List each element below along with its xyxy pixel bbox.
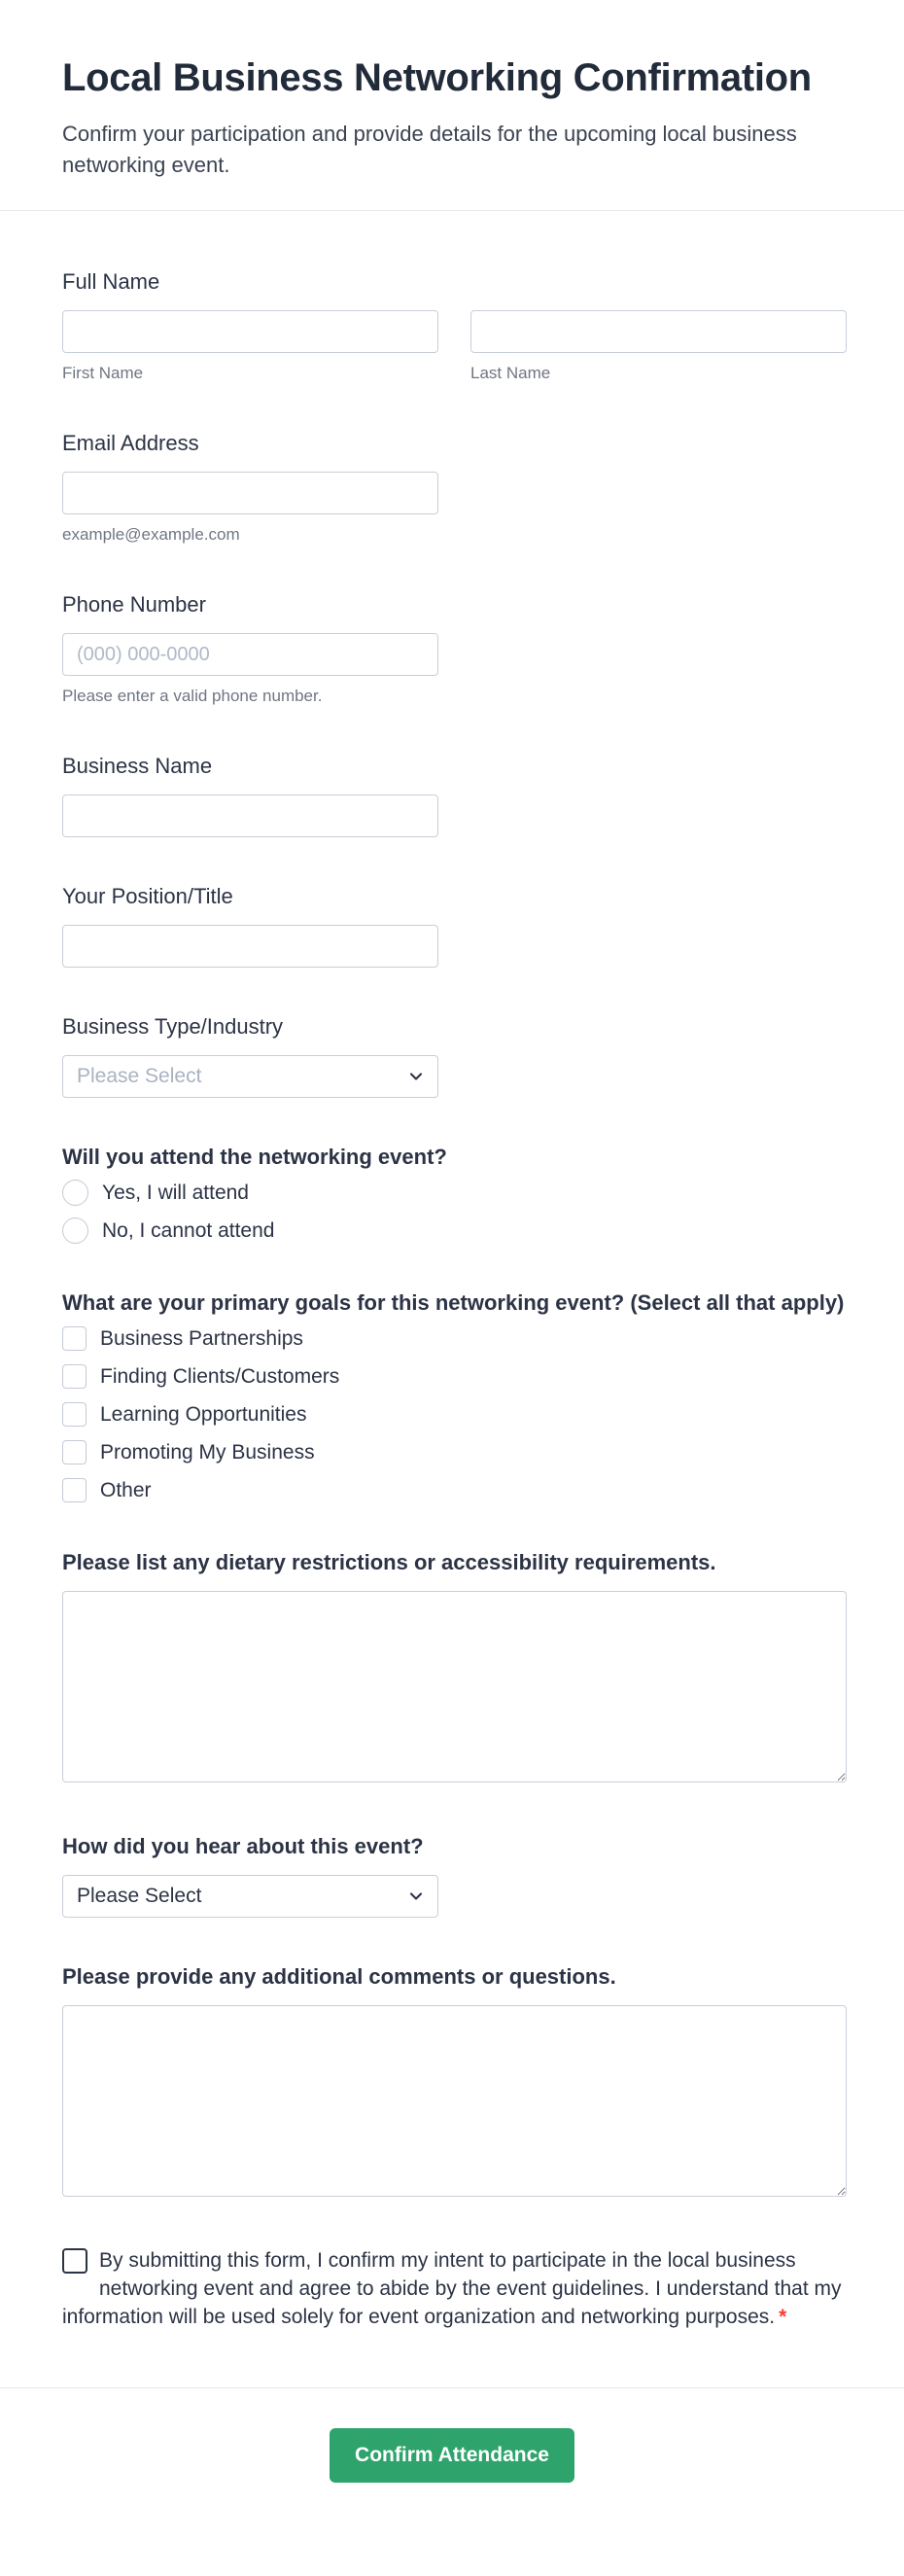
business-type-select-value: Please Select [77,1065,202,1087]
question-phone [62,590,847,707]
question-email [62,429,847,546]
first-name-input[interactable] [62,310,438,353]
form-subtitle: Confirm your participation and provide details for the upcoming local business networking event. [62,122,797,177]
question-goals [62,1288,847,1503]
attendance-label: Will you attend the networking event? [62,1145,447,1169]
question-full-name [62,267,847,384]
checkbox-option-promoting-business[interactable] [62,1439,847,1465]
checkbox-option-finding-clients[interactable] [62,1363,847,1390]
email-label: Email Address [62,431,199,455]
question-dietary [62,1548,847,1787]
phone-input[interactable] [62,633,438,676]
dietary-textarea[interactable] [62,1591,847,1782]
radio-option-label: No, I cannot attend [102,1219,275,1242]
business-type-select[interactable] [62,1055,438,1098]
checkbox-icon[interactable] [62,1364,87,1389]
last-name-sublabel: Last Name [470,364,551,382]
question-attendance [62,1143,847,1244]
question-comments [62,1962,847,2202]
chevron-down-icon [406,1067,426,1086]
checkbox-option-label: Learning Opportunities [100,1403,307,1426]
radio-icon[interactable] [62,1180,88,1206]
full-name-label: Full Name [62,269,160,294]
checkbox-option-label: Promoting My Business [100,1441,315,1464]
comments-textarea[interactable] [62,2005,847,2197]
hear-about-select-value: Please Select [77,1885,202,1907]
business-type-label: Business Type/Industry [62,1014,284,1039]
question-hear-about [62,1832,847,1918]
business-name-label: Business Name [62,754,213,778]
goals-label: What are your primary goals for this networking event? (Select all that apply) [62,1290,845,1315]
checkbox-icon[interactable] [62,1478,87,1502]
first-name-sublabel: First Name [62,364,144,382]
position-label: Your Position/Title [62,884,233,908]
chevron-down-icon [406,1887,426,1906]
confirm-attendance-button[interactable]: Confirm Attendance [330,2428,574,2483]
checkbox-option-label: Business Partnerships [100,1327,303,1350]
hear-about-select[interactable] [62,1875,438,1918]
question-business-type [62,1012,847,1098]
form-title: Local Business Networking Confirmation [62,56,812,99]
consent-checkbox[interactable] [62,2248,87,2274]
email-sublabel: example@example.com [62,525,240,544]
radio-option-attend-yes[interactable] [62,1180,847,1206]
last-name-input[interactable] [470,310,847,353]
checkbox-icon[interactable] [62,1440,87,1464]
form-footer [0,2388,904,2528]
checkbox-option-label: Other [100,1479,152,1501]
checkbox-icon[interactable] [62,1402,87,1427]
question-position [62,882,847,968]
checkbox-icon[interactable] [62,1326,87,1351]
checkbox-option-label: Finding Clients/Customers [100,1365,340,1388]
phone-sublabel: Please enter a valid phone number. [62,687,323,705]
hear-about-label: How did you hear about this event? [62,1834,424,1858]
email-input[interactable] [62,472,438,514]
required-asterisk: * [779,2306,787,2328]
form-body [0,211,904,2387]
comments-label: Please provide any additional comments or questions. [62,1964,616,1989]
phone-label: Phone Number [62,592,206,617]
dietary-label: Please list any dietary restrictions or accessibility requirements. [62,1550,716,1574]
radio-option-attend-no[interactable] [62,1217,847,1244]
checkbox-option-learning-opportunities[interactable] [62,1401,847,1428]
radio-icon[interactable] [62,1217,88,1244]
form-header [0,0,904,211]
question-business-name [62,752,847,837]
consent-text: By submitting this form, I confirm my intent to participate in the local business networking event and agree to abide by the event guidelines. I understand that my information will be used solely for event organization and networking purposes. [62,2249,842,2328]
checkbox-option-business-partnerships[interactable] [62,1325,847,1352]
question-consent [62,2246,847,2331]
radio-option-label: Yes, I will attend [102,1182,249,1204]
position-input[interactable] [62,925,438,968]
checkbox-option-other[interactable] [62,1477,847,1503]
business-name-input[interactable] [62,794,438,837]
